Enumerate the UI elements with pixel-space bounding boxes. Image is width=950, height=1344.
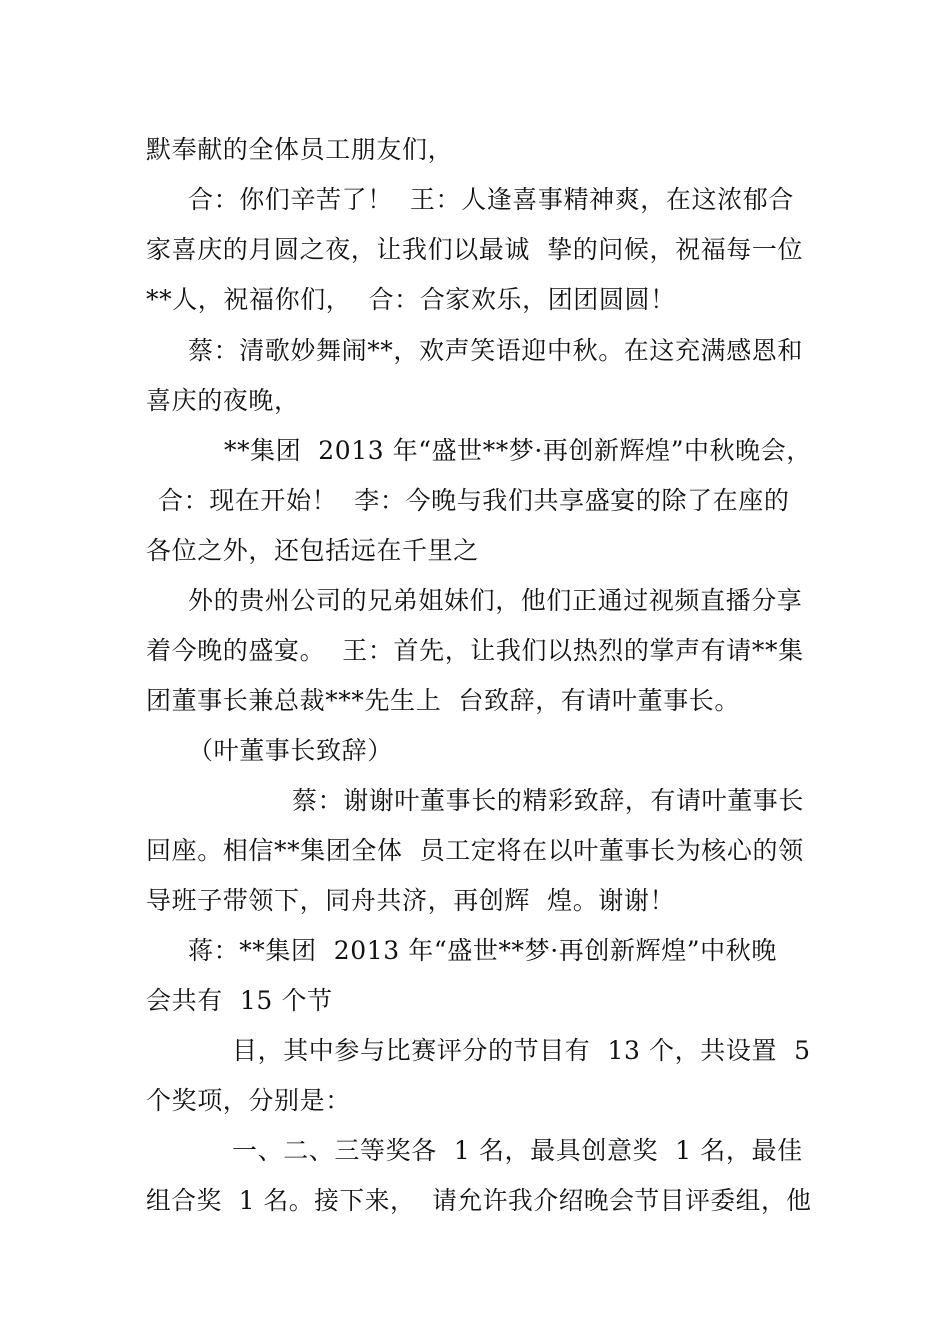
text-line: **集团 2013 年“盛世**梦·再创新辉煌”中秋晚会， <box>224 436 812 465</box>
text-line: 会共有 15 个节 <box>146 986 333 1015</box>
text-line: 回座。相信**集团全体 员工定将在以叶董事长为核心的领 <box>146 836 804 865</box>
text-line: 目，其中参与比赛评分的节目有 13 个，共设置 5 <box>232 1036 811 1065</box>
text-line: 个奖项，分别是： <box>146 1086 351 1115</box>
text-line: 团董事长兼总裁***先生上 台致辞，有请叶董事长。 <box>146 686 740 715</box>
text-line: **人，祝福你们， 合：合家欢乐，团团圆圆！ <box>146 285 676 314</box>
text-line: 默奉献的全体员工朋友们， <box>146 135 454 164</box>
text-line: 外的贵州公司的兄弟姐妹们，他们正通过视频直播分享 <box>188 586 803 615</box>
text-line: （叶董事长致辞） <box>188 736 393 765</box>
text-line: 各位之外，还包括远在千里之 <box>146 536 479 565</box>
text-line: 蒋：**集团 2013 年“盛世**梦·再创新辉煌”中秋晚 <box>188 936 777 965</box>
text-line: 一、二、三等奖各 1 名，最具创意奖 1 名，最佳 <box>232 1136 803 1165</box>
text-line: 着今晚的盛宴。 王：首先，让我们以热烈的掌声有请**集 <box>146 636 804 665</box>
text-line: 家喜庆的月圆之夜，让我们以最诚 挚的问候，祝福每一位 <box>146 235 804 264</box>
text-line: 组合奖 1 名。接下来， 请允许我介绍晚会节目评委组，他 <box>146 1186 812 1215</box>
text-line: 蔡：谢谢叶董事长的精彩致辞，有请叶董事长 <box>292 786 805 815</box>
text-line: 合：你们辛苦了！ 王：人逢喜事精神爽，在这浓郁合 <box>188 185 794 214</box>
text-line: 合：现在开始！ 李：今晚与我们共享盛宴的除了在座的 <box>158 486 790 515</box>
text-line: 蔡：清歌妙舞闹**，欢声笑语迎中秋。在这充满感恩和 <box>188 336 804 365</box>
text-line: 导班子带领下，同舟共济，再创辉 煌。谢谢！ <box>146 886 676 915</box>
text-line: 喜庆的夜晚， <box>146 386 300 415</box>
